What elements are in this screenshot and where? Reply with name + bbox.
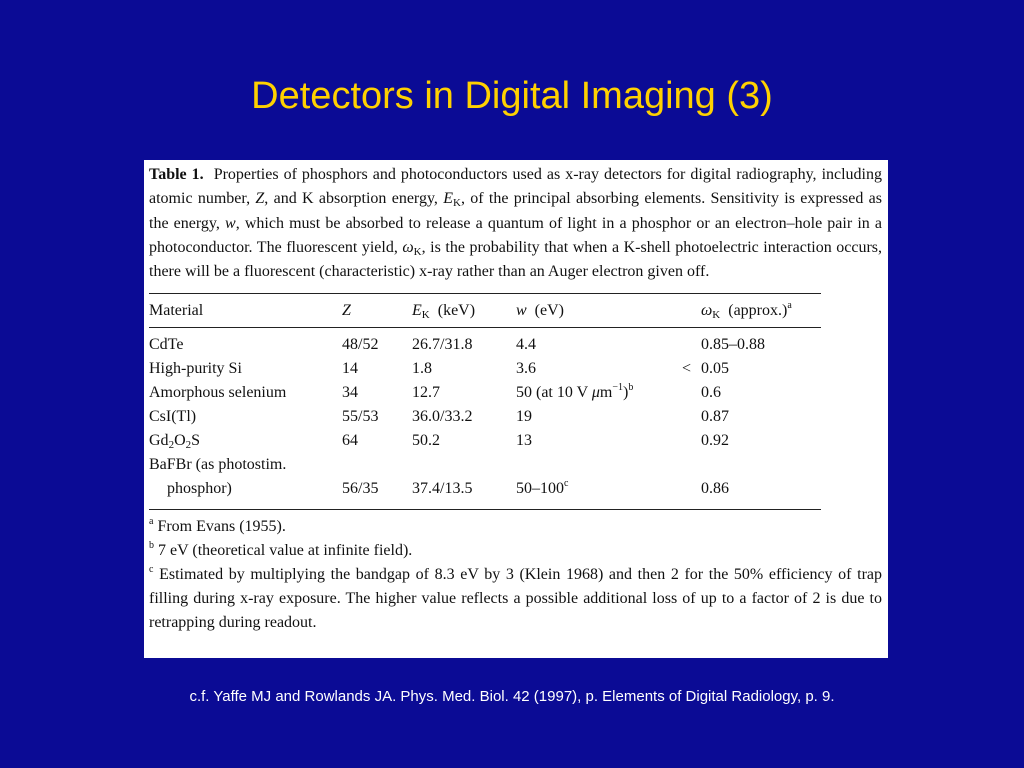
caption-text-5: , is the probability that when a K-shell photoelectric interaction occurs, there will be a fluorescent (characteristic) x-ray rather than an Auger electron given off. [149, 238, 883, 281]
footnotes [149, 510, 882, 635]
header-z: Z [342, 302, 351, 320]
caption-omega-symbol: ω [402, 238, 414, 256]
table-row: Amorphous selenium 34 12.7 50 (at 10 V $\mu m^{-1})^b$ 0.6 [149, 382, 721, 402]
table-image-panel [144, 160, 888, 658]
header-material: Material [149, 302, 204, 320]
footnote-c: $^c$ Estimated by multiplying the bandgap of 8.3 eV by 3 (Klein 1968) and then 2 for the 50% efficiency of trap filling during x-ray exposure. The higher value reflects a possible additional loss of up to a factor of 2 is due to retrapping during readout. [149, 564, 883, 632]
caption-w-symbol: w [225, 214, 236, 232]
slide-title: Detectors in Digital Imaging (3) [251, 75, 773, 117]
caption-omega-sub: K [413, 245, 422, 258]
table-row: CdTe 48/52 26.7/31.8 4.4 0.85–0.88 [149, 336, 765, 354]
caption-e-sub: K [453, 197, 461, 210]
citation-footer: c.f. Yaffe MJ and Rowlands JA. Phys. Med. Biol. 42 (1997), p. Elements of Digital Radiology, p. 9. [189, 688, 835, 705]
caption-label: Table 1. [149, 166, 204, 183]
caption-text-1: Properties of phosphors and photoconductors used as x-ray detectors for digital radiography, including atomic number, [149, 166, 883, 208]
table-caption [149, 163, 882, 284]
table-header-row [149, 294, 821, 327]
table-row: High-purity Si 14 1.8 3.6 < 0.05 [149, 357, 821, 381]
header-omega: $\omega_K$ (approx.)$^a$ [701, 300, 792, 322]
caption-z-symbol: Z [255, 190, 265, 208]
caption-text-2: , and K absorption energy, [264, 190, 444, 208]
less-than-sign: < [682, 360, 692, 378]
caption-text-3: , of the principal absorbing elements. Sensitivity is expressed as the energy, [149, 190, 883, 232]
header-w: w (eV) [516, 302, 564, 320]
caption-text-4: , which must be absorbed to release a quantum of light in a phosphor or an electron–hole pair in a photoconductor. The fluorescent yield, [149, 214, 883, 256]
caption-e-symbol: E [443, 190, 454, 208]
table-row: $Gd_2O_2S$ 64 50.2 13 0.92 [149, 432, 729, 452]
table-row: phosphor) 56/35 37.4/13.5 50–100$^c$ 0.86 [167, 478, 729, 498]
table-body [149, 328, 882, 509]
table-row: CsI(Tl) 55/53 36.0/33.2 19 0.87 [149, 408, 729, 426]
header-ek: $E_K$ (keV) [412, 302, 476, 322]
table-row: BaFBr (as photostim. [149, 456, 287, 474]
footnote-b: $^b$ 7 eV (theoretical value at infinite field). [149, 540, 413, 560]
footnote-a: $^a$ From Evans (1955). [149, 516, 286, 536]
